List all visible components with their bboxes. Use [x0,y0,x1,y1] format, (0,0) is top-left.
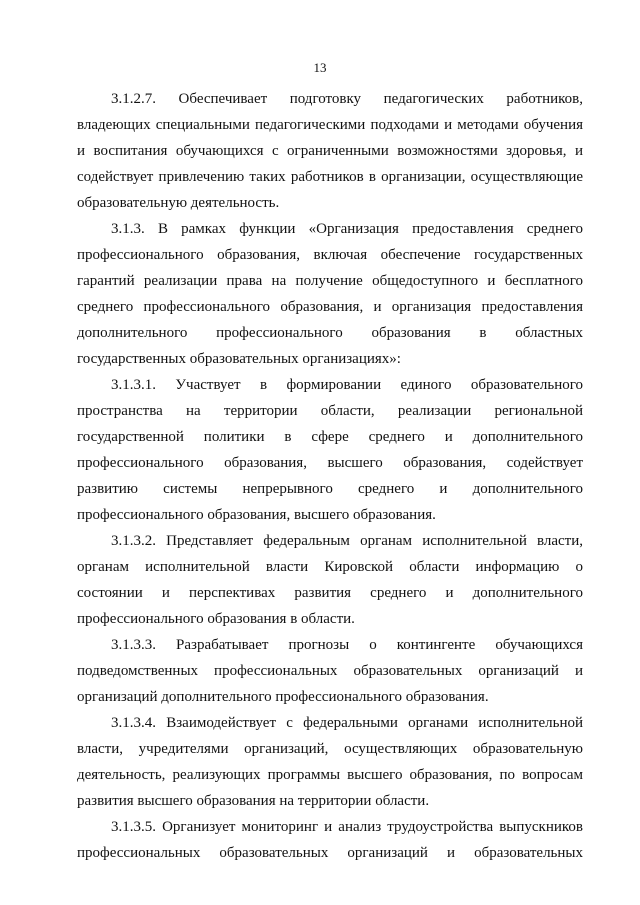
paragraph-line: профессионального образования в области. [77,611,355,627]
paragraph-line: деятельность, реализующих программы высшего образования, по вопросам [77,767,583,783]
paragraph-line: состоянии и перспективах развития среднего и дополнительного [77,585,583,601]
paragraph-line: органам исполнительной власти Кировской области информацию о [77,559,583,575]
paragraph-line: 3.1.3.2. Представляет федеральным органам исполнительной власти, [111,533,583,549]
paragraph-line: профессиональных образовательных организаций и образовательных [77,845,583,861]
paragraph-line: 3.1.3. В рамках функции «Организация предоставления среднего [111,221,583,237]
page-number: 13 [313,60,327,75]
paragraph-line: 3.1.3.3. Разрабатывает прогнозы о контингенте обучающихся [111,637,583,653]
paragraph-line: пространства на территории области, реализации региональной [77,403,583,419]
paragraph-line: 3.1.3.1. Участвует в формировании единого образовательного [111,377,583,393]
paragraph-line: среднего профессионального образования, и организация предоставления [77,299,583,315]
paragraph-line: гарантий реализации права на получение общедоступного и бесплатного [77,273,583,289]
paragraph-line: профессионального образования, включая обеспечение государственных [77,247,583,263]
paragraph-line: профессионального образования, высшего образования. [77,507,436,523]
paragraph-line: развития высшего образования на территории области. [77,793,430,809]
paragraph-line: содействует привлечению таких работников в организации, осуществляющие [77,169,583,185]
paragraph-line: дополнительного профессионального образования в областных [77,325,583,341]
paragraph-line: и воспитания обучающихся с ограниченными возможностями здоровья, и [77,143,583,159]
paragraph-line: организаций дополнительного профессионального образования. [77,689,489,705]
paragraph-line: подведомственных профессиональных образовательных организаций и [77,663,583,679]
paragraph-line: развитию системы непрерывного среднего и дополнительного [77,481,583,497]
paragraph-line: 3.1.3.4. Взаимодействует с федеральными органами исполнительной [111,715,583,731]
paragraph-line: государственной политики в сфере среднего и дополнительного [77,429,583,445]
paragraph-line: образовательную деятельность. [77,195,280,211]
paragraph-line: 3.1.3.5. Организует мониторинг и анализ трудоустройства выпускников [111,819,583,835]
paragraph-line: государственных образовательных организациях»: [77,351,401,367]
paragraph-line: власти, учредителями организаций, осуществляющих образовательную [77,741,583,757]
paragraph-line: профессионального образования, высшего образования, содействует [77,455,583,471]
paragraph-line: 3.1.2.7. Обеспечивает подготовку педагогических работников, [111,91,583,107]
paragraph-line: владеющих специальными педагогическими подходами и методами обучения [77,117,583,133]
